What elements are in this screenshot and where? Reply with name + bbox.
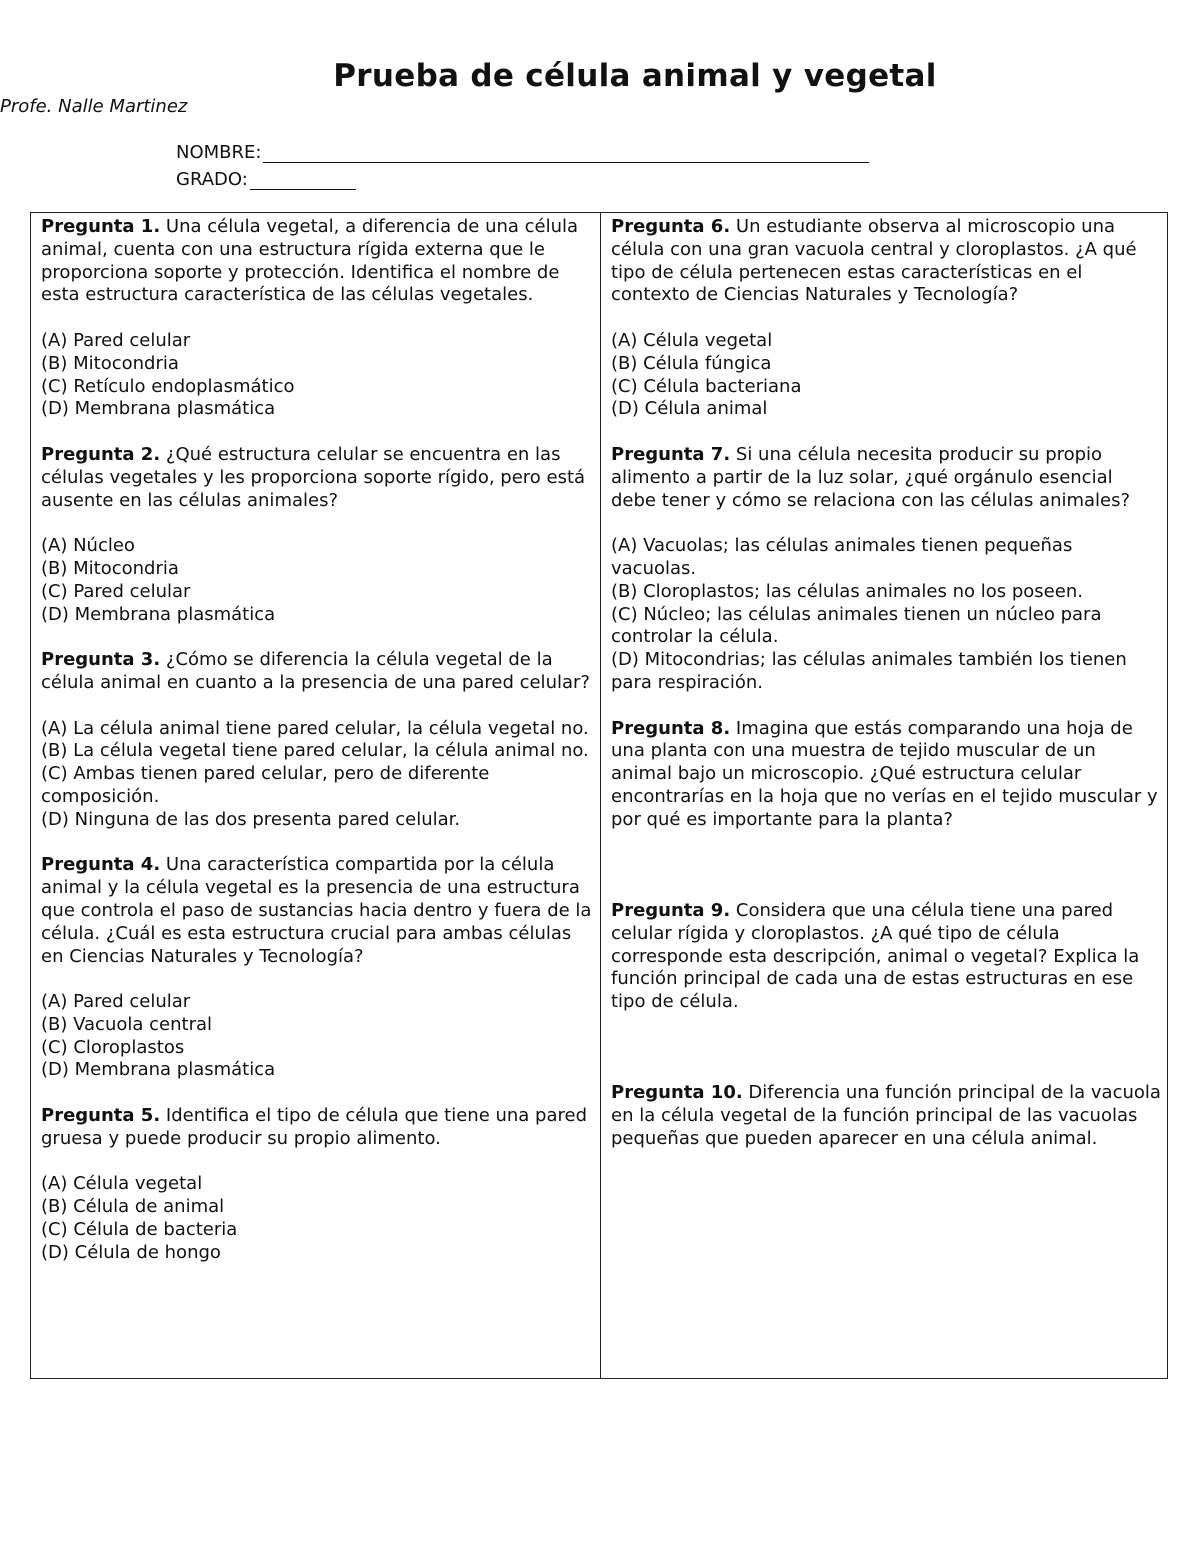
options-list: [41, 330, 594, 421]
option-c[interactable]: (C) Célula bacteriana: [611, 375, 802, 397]
option-b[interactable]: (B) Cloroplastos; las células animales no los poseen.: [611, 580, 1083, 602]
option-d[interactable]: (D) Célula de hongo: [41, 1241, 221, 1263]
answer-space[interactable]: [611, 832, 1161, 900]
question-text: [611, 216, 1161, 307]
question-8: [611, 718, 1161, 832]
spacer: [41, 421, 594, 444]
option-d[interactable]: (D) Mitocondrias; las células animales también los tienen para respiración.: [611, 649, 1127, 693]
question-label: Pregunta 10.: [611, 1082, 743, 1104]
question-body: Una célula vegetal, a diferencia de una célula animal, cuenta con una estructura rígida externa que le proporciona soporte y protección. Identifica el nombre de esta estructura característica de las células vegetales.: [41, 216, 579, 306]
option-c[interactable]: (C) Retículo endoplasmático: [41, 375, 295, 397]
option-a[interactable]: (A) La célula animal tiene pared celular, la célula vegetal no.: [41, 717, 589, 739]
grade-blank-line[interactable]: [250, 171, 356, 190]
spacer: [41, 1082, 594, 1105]
options-list: [41, 1173, 594, 1264]
question-body: Identifica el tipo de célula que tiene una pared gruesa y puede producir su propio alimento.: [41, 1105, 588, 1149]
question-text: [41, 854, 594, 968]
name-field[interactable]: [176, 142, 869, 163]
question-7: [611, 444, 1161, 695]
option-a[interactable]: (A) Pared celular: [41, 991, 191, 1013]
question-body: Considera que una célula tiene una pared celular rígida y cloroplastos. ¿A qué tipo de célula corresponde esta descripción, animal o vegetal? Explica la función principal de cada una de estas estructuras en ese tipo de célula.: [611, 899, 1140, 1013]
question-text: [41, 649, 594, 695]
question-9: [611, 900, 1161, 1014]
question-label: Pregunta 9.: [611, 899, 731, 921]
grade-field[interactable]: [176, 169, 356, 190]
question-body: ¿Cómo se diferencia la célula vegetal de la célula animal en cuanto a la presencia de una pared celular?: [41, 649, 590, 693]
option-b[interactable]: (B) Mitocondria: [41, 352, 179, 374]
question-body: ¿Qué estructura celular se encuentra en las células vegetales y les proporciona soporte rígido, pero está ausente en las células animales?: [41, 443, 586, 511]
option-b[interactable]: (B) Vacuola central: [41, 1013, 212, 1035]
question-label: Pregunta 4.: [41, 854, 161, 876]
question-text: [611, 900, 1161, 1014]
question-1: [41, 216, 594, 421]
question-body: Si una célula necesita producir su propio alimento a partir de la luz solar, ¿qué orgánulo esencial debe tener y cómo se relaciona con las células animales?: [611, 443, 1131, 511]
question-5: [41, 1105, 594, 1265]
question-text: [41, 1105, 594, 1151]
option-d[interactable]: (D) Ninguna de las dos presenta pared celular.: [41, 808, 461, 830]
options-list: [611, 535, 1161, 695]
question-text: [611, 718, 1161, 832]
question-10: [611, 1082, 1161, 1150]
question-4: [41, 854, 594, 1082]
question-body: Un estudiante observa al microscopio una célula con una gran vacuola central y cloroplastos. ¿A qué tipo de célula pertenecen estas características en el contexto de Ciencias Naturales y Tecnología?: [611, 216, 1137, 306]
question-text: [41, 444, 594, 512]
question-label: Pregunta 2.: [41, 443, 161, 465]
option-b[interactable]: (B) Célula fúngica: [611, 352, 772, 374]
option-c[interactable]: (C) Célula de bacteria: [41, 1219, 238, 1241]
spacer: [41, 626, 594, 649]
option-d[interactable]: (D) Membrana plasmática: [41, 1059, 276, 1081]
grade-label: GRADO:: [176, 169, 248, 190]
option-b[interactable]: (B) La célula vegetal tiene pared celular, la célula animal no.: [41, 740, 589, 762]
page-title: Prueba de célula animal y vegetal: [333, 58, 937, 94]
question-2: [41, 444, 594, 626]
question-label: Pregunta 7.: [611, 443, 731, 465]
question-label: Pregunta 5.: [41, 1105, 161, 1127]
option-c[interactable]: (C) Pared celular: [41, 580, 191, 602]
question-body: Imagina que estás comparando una hoja de una planta con una muestra de tejido muscular de un animal bajo un microscopio. ¿Qué estructura celular encontrarías en la hoja que no verías en el tejido muscular y por qué es importante para la planta?: [611, 717, 1158, 830]
question-label: Pregunta 3.: [41, 649, 161, 671]
question-label: Pregunta 8.: [611, 717, 731, 739]
options-list: [41, 991, 594, 1082]
options-list: [611, 330, 1161, 421]
option-c[interactable]: (C) Ambas tienen pared celular, pero de diferente composición.: [41, 763, 490, 807]
question-label: Pregunta 6.: [611, 216, 731, 237]
left-column: [31, 213, 601, 1378]
question-body: Diferencia una función principal de la vacuola en la célula vegetal de la función principal de las vacuolas pequeñas que pueden aparecer en una célula animal.: [611, 1082, 1161, 1149]
option-b[interactable]: (B) Mitocondria: [41, 557, 179, 579]
options-list: [41, 535, 594, 626]
question-6: [611, 216, 1161, 421]
name-label: NOMBRE:: [176, 142, 262, 163]
question-label: Pregunta 1.: [41, 216, 161, 237]
right-column: [601, 213, 1167, 1378]
option-a[interactable]: (A) Célula vegetal: [611, 329, 773, 351]
option-c[interactable]: (C) Cloroplastos: [41, 1036, 185, 1058]
spacer: [41, 832, 594, 855]
author-name: Profe. Nalle Martinez: [0, 96, 188, 117]
name-blank-line[interactable]: [263, 144, 869, 163]
option-c[interactable]: (C) Núcleo; las células animales tienen un núcleo para controlar la célula.: [611, 603, 1102, 648]
option-b[interactable]: (B) Célula de animal: [41, 1196, 225, 1218]
question-text: [41, 216, 594, 307]
option-d[interactable]: (D) Célula animal: [611, 398, 768, 420]
question-3: [41, 649, 594, 831]
options-list: [41, 718, 594, 832]
option-d[interactable]: (D) Membrana plasmática: [41, 398, 276, 420]
option-a[interactable]: (A) Célula vegetal: [41, 1173, 203, 1195]
option-d[interactable]: (D) Membrana plasmática: [41, 603, 276, 625]
question-body: Una característica compartida por la célula animal y la célula vegetal es la presencia de una estructura que controla el paso de sustancias hacia dentro y fuera de la célula. ¿Cuál es esta estructura crucial para ambas células en Ciencias Naturales y Tecnología?: [41, 854, 592, 967]
option-a[interactable]: (A) Pared celular: [41, 329, 191, 351]
question-text: [611, 1082, 1161, 1150]
option-a[interactable]: (A) Vacuolas; las células animales tienen pequeñas vacuolas.: [611, 535, 1073, 579]
answer-space[interactable]: [611, 1014, 1161, 1082]
spacer: [611, 695, 1161, 718]
question-text: [611, 444, 1161, 512]
questions-table: [30, 212, 1168, 1379]
spacer: [611, 421, 1161, 444]
option-a[interactable]: (A) Núcleo: [41, 535, 135, 557]
